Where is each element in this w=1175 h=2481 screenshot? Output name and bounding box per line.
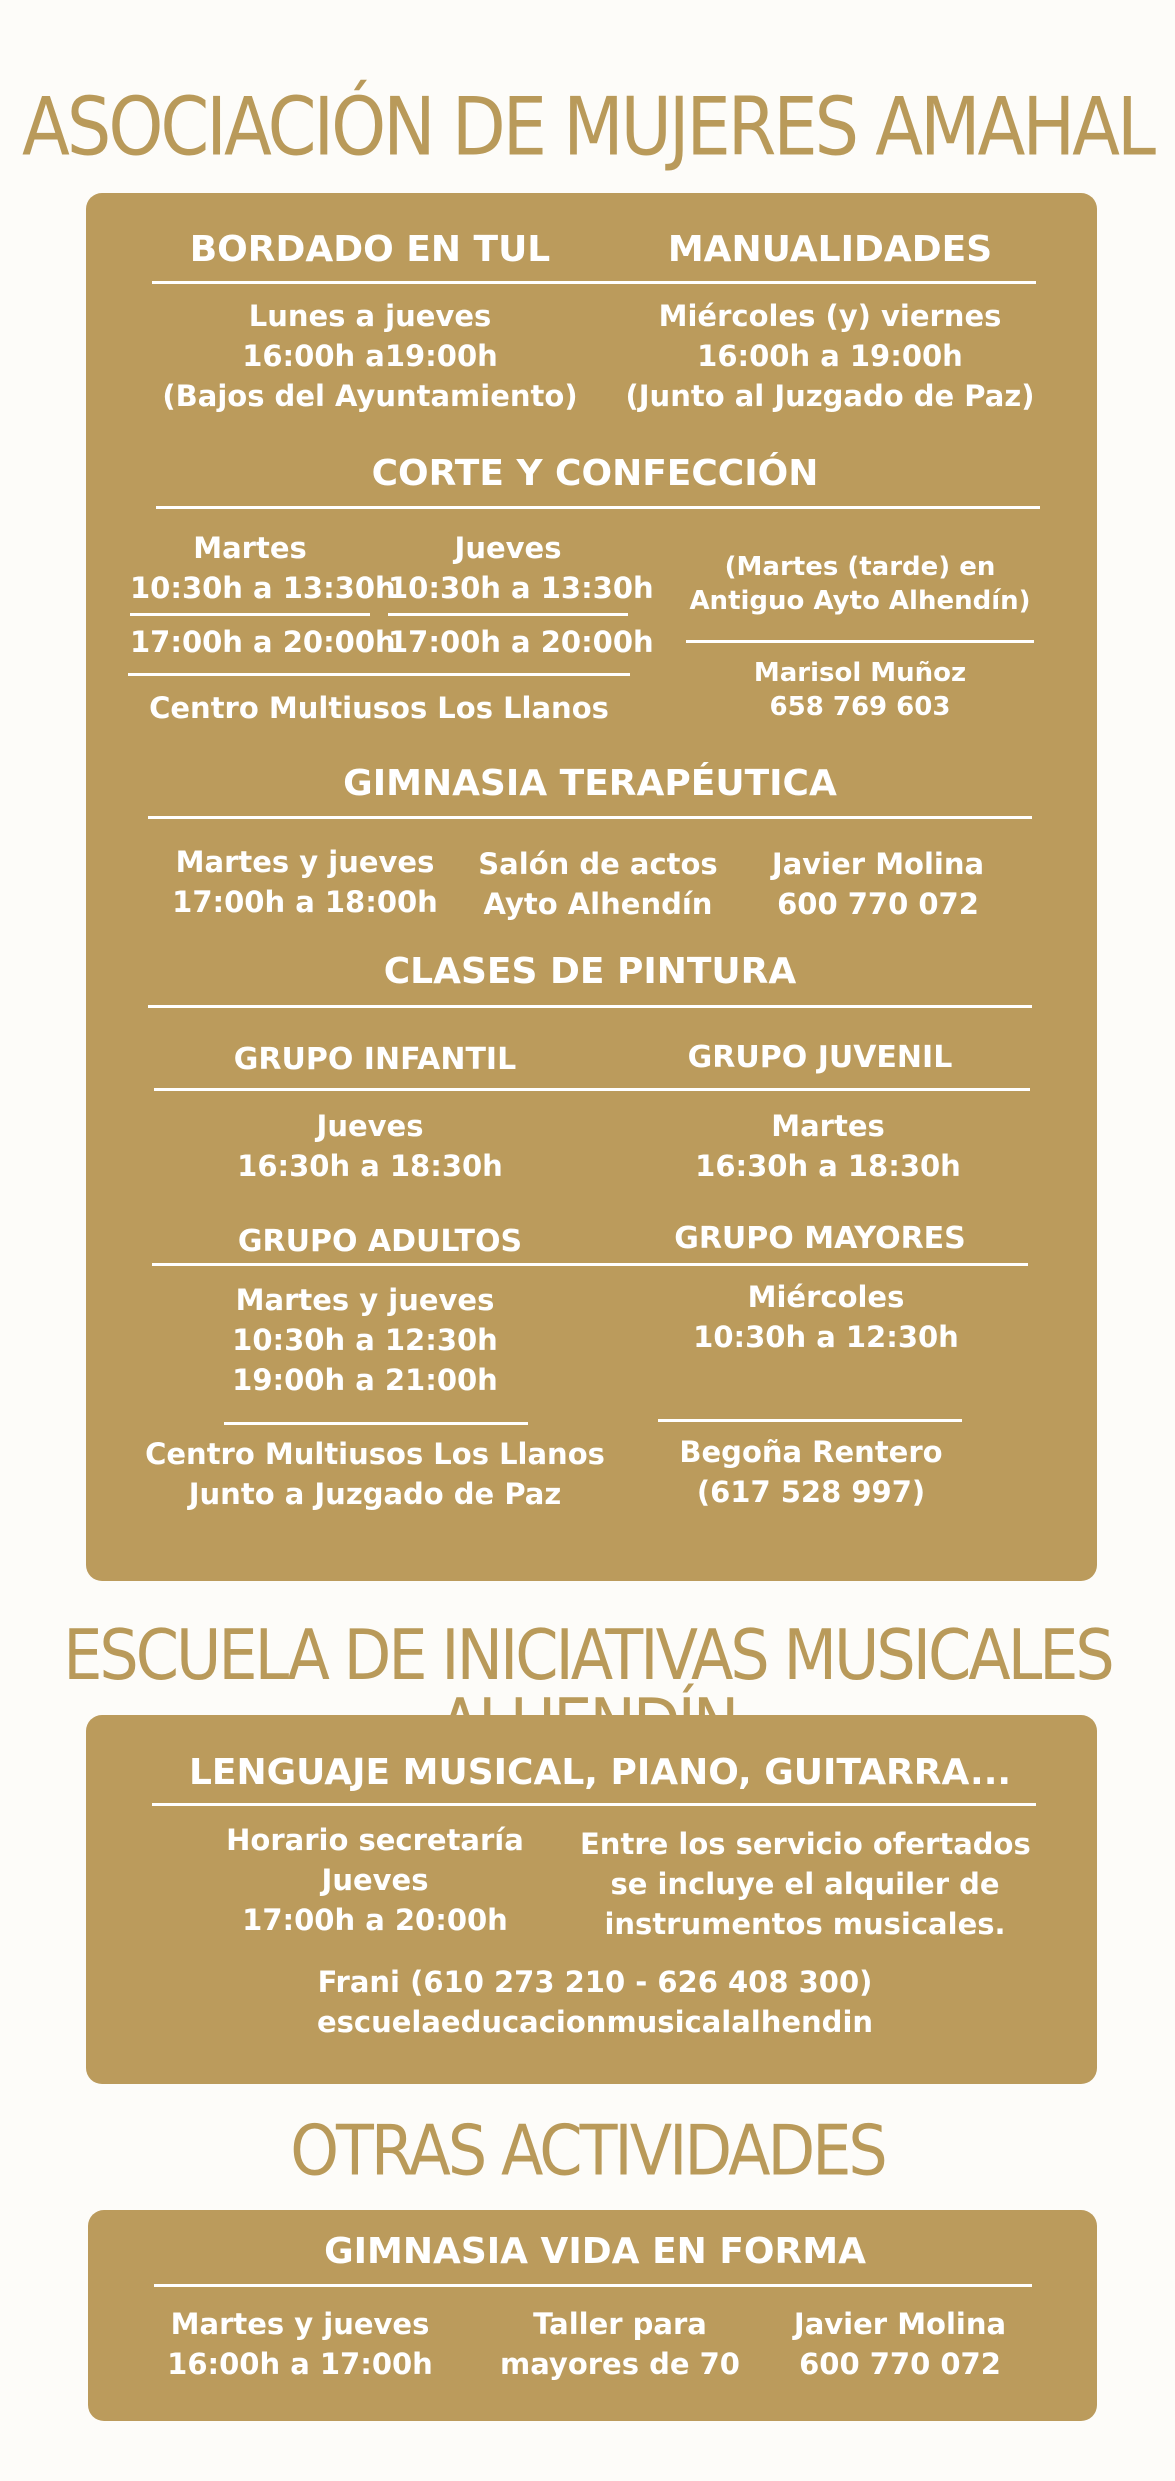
corte-martes-day: Martes [193, 531, 307, 565]
manualidades-schedule: Miércoles (y) viernes 16:00h a 19:00h (Junto al Juzgado de Paz) [625, 299, 1035, 413]
corte-extra: (Martes (tarde) en Antiguo Ayto Alhendín) [689, 552, 1031, 616]
divider-corte-jueves [388, 613, 628, 616]
divider-top-services [152, 281, 1036, 284]
musica-title: ESCUELA DE INICIATIVAS MUSICALES [63, 1613, 1112, 1696]
infantil-schedule: Jueves 16:30h a 18:30h [237, 1109, 503, 1183]
divider-musica [152, 1803, 1036, 1806]
divider-corte-martes [130, 613, 370, 616]
corte-jueves-evening: 17:00h a 20:00h [388, 625, 654, 659]
corte-jueves-day: Jueves [454, 531, 562, 565]
mayores-heading: GRUPO MAYORES [674, 1221, 966, 1256]
divider-corte [156, 506, 1040, 509]
mayores-schedule: Miércoles 10:30h a 12:30h [693, 1280, 959, 1354]
divider-pintura [148, 1005, 1032, 1008]
divider-pintura-groups-2 [152, 1263, 1028, 1266]
infantil-heading: GRUPO INFANTIL [233, 1042, 517, 1077]
corte-martes-morning: 10:30h a 13:30h [130, 571, 396, 605]
juvenil-heading: GRUPO JUVENIL [687, 1040, 953, 1075]
otras-contact: Javier Molina 600 770 072 [793, 2307, 1007, 2381]
corte-jueves-morning: 10:30h a 13:30h [388, 571, 654, 605]
divider-gimnasia [148, 816, 1032, 819]
pintura-place: Centro Multiusos Los Llanos Junto a Juzgado de Paz [145, 1437, 605, 1511]
divider-corte-contact [686, 640, 1034, 643]
corte-heading: CORTE Y CONFECCIÓN [371, 453, 819, 494]
divider-pintura-place [224, 1422, 528, 1425]
divider-pintura-groups [154, 1088, 1030, 1091]
musica-heading: LENGUAJE MUSICAL, PIANO, GUITARRA... [188, 1752, 1012, 1793]
otras-schedule: Martes y jueves 16:00h a 17:00h [167, 2307, 433, 2381]
divider-pintura-contact [658, 1419, 962, 1422]
corte-place: Centro Multiusos Los Llanos [149, 691, 609, 725]
gimnasia-place: Salón de actos Ayto Alhendín [478, 847, 718, 921]
pintura-heading: CLASES DE PINTURA [383, 951, 797, 992]
musica-contact: Frani (610 273 210 - 626 408 300) escuelaeducacionmusicalalhendin [316, 1965, 874, 2039]
musica-servicios: Entre los servicio ofertados se incluye el alquiler de instrumentos musicales. [580, 1827, 1031, 1941]
corte-contact: Marisol Muñoz 658 769 603 [753, 658, 967, 722]
manualidades-heading: MANUALIDADES [667, 229, 993, 270]
corte-martes-evening: 17:00h a 20:00h [130, 625, 396, 659]
otras-place: Taller para mayores de 70 [500, 2307, 740, 2381]
divider-corte-place [128, 673, 630, 676]
gimnasia-heading: GIMNASIA TERAPÉUTICA [343, 763, 837, 804]
adultos-heading: GRUPO ADULTOS [237, 1224, 523, 1259]
juvenil-schedule: Martes 16:30h a 18:30h [695, 1109, 961, 1183]
gimnasia-contact: Javier Molina 600 770 072 [771, 847, 985, 921]
otras-heading: GIMNASIA VIDA EN FORMA [324, 2231, 866, 2272]
adultos-schedule: Martes y jueves 10:30h a 12:30h 19:00h a 21:00h [232, 1283, 498, 1397]
gimnasia-schedule: Martes y jueves 17:00h a 18:00h [172, 845, 438, 919]
amahal-title: ASOCIACIÓN DE MUJERES AMAHAL [22, 79, 1153, 175]
divider-otras [154, 2284, 1032, 2287]
musica-horario: Horario secretaría Jueves 17:00h a 20:00h [226, 1823, 524, 1937]
pintura-contact: Begoña Rentero (617 528 997) [679, 1435, 943, 1509]
bordado-schedule: Lunes a jueves 16:00h a19:00h (Bajos del Ayuntamiento) [162, 299, 578, 413]
otras-title: OTRAS ACTIVIDADES [290, 2109, 885, 2192]
bordado-heading: BORDADO EN TUL [189, 229, 551, 270]
